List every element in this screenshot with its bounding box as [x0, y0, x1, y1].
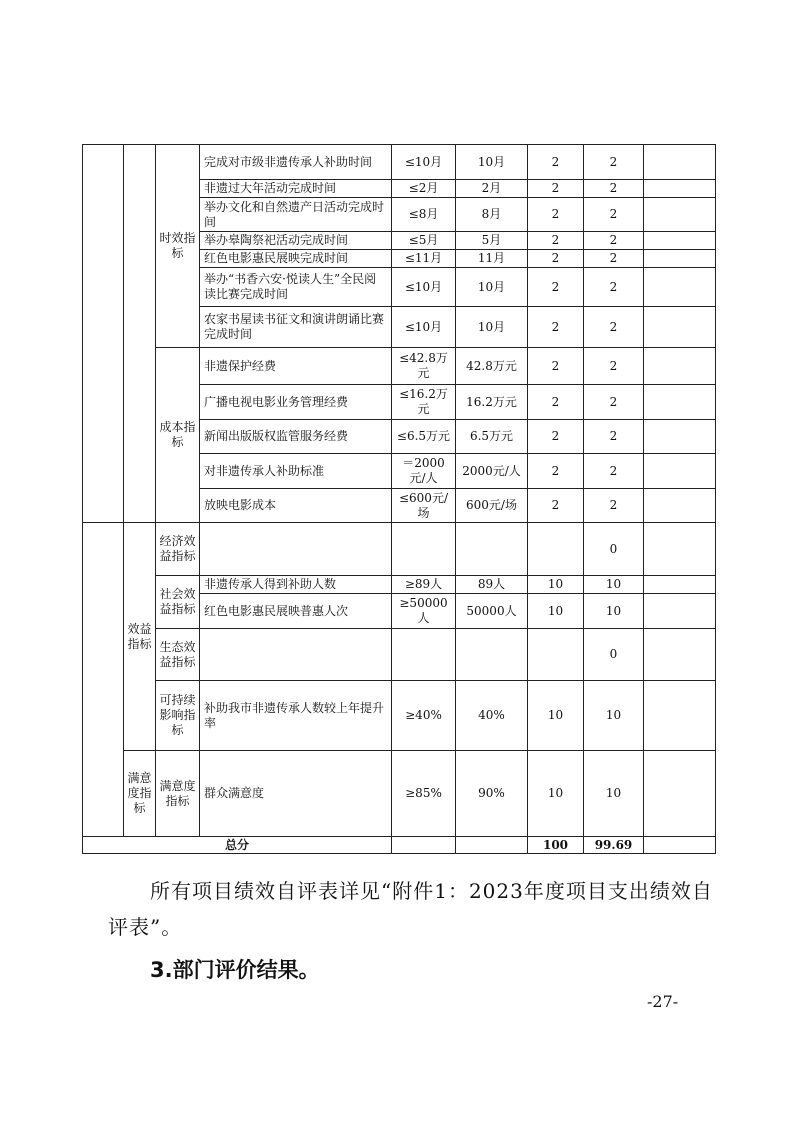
weight-cell	[528, 629, 584, 681]
weight-cell: 2	[528, 307, 584, 348]
actual-cell: 11月	[456, 250, 528, 268]
remarks-cell	[644, 576, 716, 594]
actual-cell	[456, 523, 528, 576]
score-cell: 2	[584, 145, 644, 180]
score-cell: 2	[584, 198, 644, 232]
indicator-cell: 非遗过大年活动完成时间	[200, 180, 392, 198]
weight-cell: 2	[528, 145, 584, 180]
actual-cell	[456, 629, 528, 681]
target-cell: ≤2月	[392, 180, 456, 198]
indicator-cell: 红色电影惠民展映普惠人次	[200, 594, 392, 629]
ecological-label: 生态效益指标	[156, 629, 200, 681]
indicator-cell: 非遗传承人得到补助人数	[200, 576, 392, 594]
total-row	[83, 837, 716, 854]
score-cell: 10	[584, 681, 644, 751]
remarks-cell	[644, 307, 716, 348]
actual-cell: 2月	[456, 180, 528, 198]
indicator-cell: 举办“书香六安·悦读人生”全民阅读比赛完成时间	[200, 268, 392, 307]
page-number: -27-	[647, 992, 679, 1011]
indicator-cell: 举办皋陶祭祀活动完成时间	[200, 232, 392, 250]
indicator-cell: 广播电视电影业务管理经费	[200, 385, 392, 420]
remarks-cell	[644, 420, 716, 454]
actual-cell: 40%	[456, 681, 528, 751]
target-cell: ≤16.2万元	[392, 385, 456, 420]
table-row	[83, 576, 716, 594]
score-cell: 2	[584, 268, 644, 307]
target-cell: ≤11月	[392, 250, 456, 268]
remarks-cell	[644, 145, 716, 180]
sustainable-label: 可持续影响指标	[156, 681, 200, 751]
actual-cell: 42.8万元	[456, 348, 528, 385]
score-cell: 0	[584, 629, 644, 681]
score-cell: 2	[584, 180, 644, 198]
remarks-cell	[644, 489, 716, 523]
indicator-cell: 放映电影成本	[200, 489, 392, 523]
score-cell: 2	[584, 489, 644, 523]
table-row	[83, 629, 716, 681]
target-cell: ≥85%	[392, 751, 456, 837]
remarks-cell	[644, 268, 716, 307]
weight-cell: 2	[528, 198, 584, 232]
summary-paragraph: 所有项目绩效自评表详见“附件1：2023年度项目支出绩效自评表”。	[108, 879, 713, 939]
target-cell	[392, 629, 456, 681]
level1-cell	[83, 145, 124, 523]
table-row	[83, 145, 716, 180]
actual-cell: 16.2万元	[456, 385, 528, 420]
cell-blank	[644, 837, 716, 854]
target-cell: ≤5月	[392, 232, 456, 250]
indicator-cell: 补助我市非遗传承人数较上年提升率	[200, 681, 392, 751]
target-cell: ≤10月	[392, 268, 456, 307]
target-cell: ≥40%	[392, 681, 456, 751]
score-cell: 2	[584, 250, 644, 268]
indicator-cell: 新闻出版版权监管服务经费	[200, 420, 392, 454]
table-row	[83, 348, 716, 385]
score-cell: 0	[584, 523, 644, 576]
actual-cell: 2000元/人	[456, 454, 528, 489]
table-row	[83, 681, 716, 751]
target-cell: ≥50000人	[392, 594, 456, 629]
weight-cell: 10	[528, 751, 584, 837]
weight-cell: 2	[528, 489, 584, 523]
score-cell: 2	[584, 307, 644, 348]
indicator-cell: 红色电影惠民展映完成时间	[200, 250, 392, 268]
remarks-cell	[644, 250, 716, 268]
indicator-cell: 农家书屋读书征文和演讲朗诵比赛完成时间	[200, 307, 392, 348]
remarks-cell	[644, 198, 716, 232]
weight-cell: 2	[528, 180, 584, 198]
cost-label: 成本指标	[156, 348, 200, 523]
target-cell: ≤42.8万元	[392, 348, 456, 385]
indicator-cell	[200, 629, 392, 681]
target-cell: ≤8月	[392, 198, 456, 232]
weight-cell: 2	[528, 232, 584, 250]
target-cell: ≤600元/场	[392, 489, 456, 523]
indicator-cell: 举办文化和自然遗产日活动完成时间	[200, 198, 392, 232]
weight-cell: 2	[528, 348, 584, 385]
remarks-cell	[644, 348, 716, 385]
score-cell: 10	[584, 751, 644, 837]
table-body	[83, 145, 716, 854]
actual-cell: 600元/场	[456, 489, 528, 523]
remarks-cell	[644, 523, 716, 576]
timeliness-label: 时效指标	[156, 145, 200, 348]
remarks-cell	[644, 681, 716, 751]
target-cell: ＝2000元/人	[392, 454, 456, 489]
benefit-label: 效益指标	[124, 523, 156, 751]
indicator-cell: 非遗保护经费	[200, 348, 392, 385]
score-cell: 2	[584, 232, 644, 250]
actual-cell: 6.5万元	[456, 420, 528, 454]
remarks-cell	[644, 385, 716, 420]
target-cell: ≤6.5万元	[392, 420, 456, 454]
table-row	[83, 523, 716, 576]
actual-cell: 10月	[456, 145, 528, 180]
section-heading: 3.部门评价结果。	[150, 958, 320, 982]
level2-cell	[124, 145, 156, 523]
target-cell	[392, 523, 456, 576]
table-row	[83, 751, 716, 837]
indicator-cell: 完成对市级非遗传承人补助时间	[200, 145, 392, 180]
cell-blank	[456, 837, 528, 854]
actual-cell: 10月	[456, 307, 528, 348]
weight-cell: 2	[528, 268, 584, 307]
actual-cell: 50000人	[456, 594, 528, 629]
weight-cell: 10	[528, 594, 584, 629]
performance-table	[82, 144, 716, 854]
remarks-cell	[644, 180, 716, 198]
actual-cell: 8月	[456, 198, 528, 232]
actual-cell: 89人	[456, 576, 528, 594]
target-cell: ≤10月	[392, 307, 456, 348]
weight-cell: 2	[528, 454, 584, 489]
cell-blank	[392, 837, 456, 854]
remarks-cell	[644, 629, 716, 681]
score-cell: 2	[584, 348, 644, 385]
weight-cell	[528, 523, 584, 576]
remarks-cell	[644, 594, 716, 629]
score-cell: 10	[584, 576, 644, 594]
score-cell: 10	[584, 594, 644, 629]
weight-cell: 2	[528, 250, 584, 268]
weight-cell: 10	[528, 576, 584, 594]
weight-cell: 10	[528, 681, 584, 751]
score-cell: 2	[584, 454, 644, 489]
level1-cell	[83, 523, 124, 837]
economic-label: 经济效益指标	[156, 523, 200, 576]
indicator-cell: 群众满意度	[200, 751, 392, 837]
satisfaction-sub-label: 满意度指标	[156, 751, 200, 837]
total-label: 总分	[83, 837, 392, 854]
social-label: 社会效益指标	[156, 576, 200, 629]
actual-cell: 90%	[456, 751, 528, 837]
actual-cell: 10月	[456, 268, 528, 307]
total-weight: 100	[528, 837, 584, 854]
target-cell: ≥89人	[392, 576, 456, 594]
weight-cell: 2	[528, 385, 584, 420]
weight-cell: 2	[528, 420, 584, 454]
score-cell: 2	[584, 385, 644, 420]
remarks-cell	[644, 751, 716, 837]
satisfaction-label: 满意度指标	[124, 751, 156, 837]
remarks-cell	[644, 232, 716, 250]
indicator-cell	[200, 523, 392, 576]
actual-cell: 5月	[456, 232, 528, 250]
remarks-cell	[644, 454, 716, 489]
target-cell: ≤10月	[392, 145, 456, 180]
indicator-cell: 对非遗传承人补助标准	[200, 454, 392, 489]
total-score: 99.69	[584, 837, 644, 854]
score-cell: 2	[584, 420, 644, 454]
